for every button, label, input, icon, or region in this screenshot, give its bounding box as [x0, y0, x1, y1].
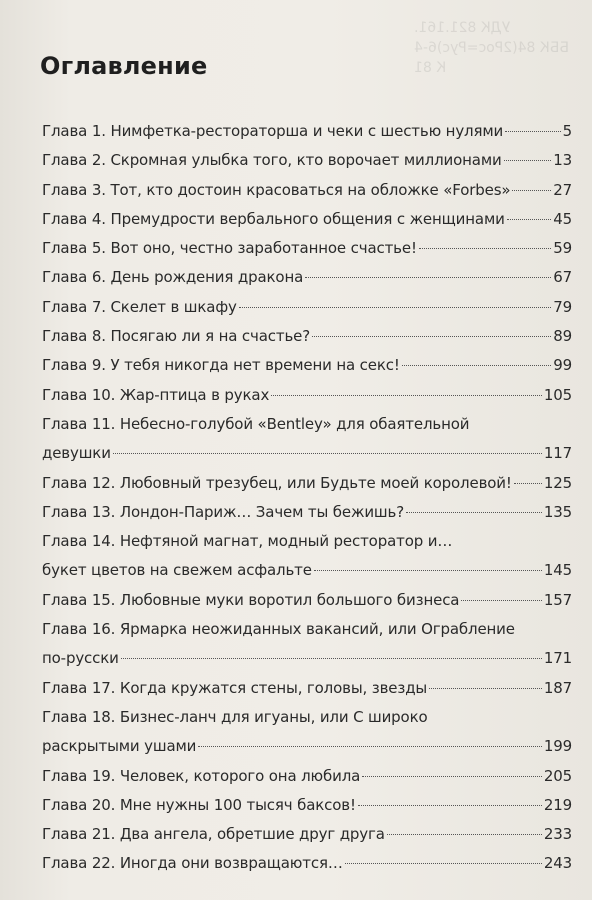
toc-entry — [42, 615, 572, 674]
bleed-through-line: УДК 821.161. — [414, 20, 511, 36]
chapter-title: Глава 12. Любовный трезубец, или Будьте моей королевой! — [42, 473, 512, 492]
chapter-title: Глава 7. Скелет в шкафу — [42, 297, 237, 316]
dot-leader — [239, 307, 551, 308]
toc-entry-line-last — [42, 205, 572, 234]
chapter-title: Глава 16. Ярмарка неожиданных вакансий, или Ограбление — [42, 620, 515, 639]
toc-entry-line-last — [42, 381, 572, 410]
chapter-title: Глава 6. День рождения дракона — [42, 268, 304, 287]
chapter-title: Глава 15. Любовные муки воротил большого бизнеса — [42, 590, 460, 609]
dot-leader — [198, 746, 542, 747]
chapter-title: Глава 18. Бизнес-ланч для игуаны, или С широко — [42, 707, 428, 726]
dot-leader — [312, 336, 551, 337]
toc-entry — [42, 674, 572, 703]
toc-entry-line-last — [42, 176, 572, 205]
toc-entry-line — [42, 410, 572, 439]
chapter-title: раскрытыми ушами — [42, 737, 197, 756]
toc-entry-line-last — [42, 263, 572, 292]
page-number: 219 — [543, 795, 572, 814]
page-title: Оглавление — [40, 52, 208, 80]
page-number: 171 — [543, 649, 572, 668]
toc-entry — [42, 849, 572, 878]
dot-leader — [402, 365, 552, 366]
toc-entry — [42, 263, 572, 292]
chapter-title: Глава 1. Нимфетка-рестораторша и чеки с шестью нулями — [42, 122, 504, 140]
chapter-title: Глава 3. Тот, кто достоин красоваться на обложке «Forbes» — [42, 180, 511, 199]
toc-entry — [42, 381, 572, 410]
toc-entry-line-last — [42, 351, 572, 380]
toc-entry — [42, 469, 572, 498]
page-number: 145 — [543, 561, 572, 580]
dot-leader — [387, 834, 542, 835]
page-number: 79 — [553, 297, 572, 316]
dot-leader — [362, 776, 542, 777]
table-of-contents — [42, 117, 572, 879]
page-number: 125 — [543, 473, 572, 492]
page-number: 117 — [543, 444, 572, 463]
page-number: 27 — [553, 180, 572, 199]
chapter-title: Глава 14. Нефтяной магнат, модный ресторатор и… — [42, 532, 453, 551]
chapter-title: Глава 11. Небесно-голубой «Bentley» для обаятельной — [42, 414, 470, 433]
dot-leader — [113, 453, 542, 454]
bleed-through-line: ББК 84(2Рос=Рус)6-4 — [414, 40, 569, 56]
toc-entry — [42, 322, 572, 351]
chapter-title: Глава 2. Скромная улыбка того, кто ворочает миллионами — [42, 151, 502, 170]
page-number: 233 — [543, 825, 572, 844]
chapter-title: букет цветов на свежем асфальте — [42, 561, 312, 580]
chapter-title: Глава 21. Два ангела, обретшие друг друга — [42, 825, 385, 844]
toc-entry-line-last — [42, 586, 572, 615]
toc-entry-line — [42, 527, 572, 556]
toc-entry-line — [42, 615, 572, 644]
page-number: 99 — [553, 356, 572, 375]
toc-entry — [42, 293, 572, 322]
page-number: 243 — [543, 854, 572, 873]
toc-entry-line-last — [42, 498, 572, 527]
dot-leader — [406, 512, 542, 513]
toc-entry — [42, 234, 572, 263]
toc-entry-line-last — [42, 556, 572, 585]
chapter-title: Глава 5. Вот оно, честно заработанное счастье! — [42, 239, 417, 258]
chapter-title: Глава 9. У тебя никогда нет времени на секс! — [42, 356, 400, 375]
page-number: 5 — [562, 122, 572, 140]
dot-leader — [429, 688, 542, 689]
dot-leader — [504, 160, 552, 161]
toc-entry — [42, 791, 572, 820]
toc-entry-line-last — [42, 234, 572, 263]
toc-entry — [42, 703, 572, 762]
toc-entry-line-last — [42, 146, 572, 175]
dot-leader — [358, 805, 542, 806]
chapter-title: Глава 4. Премудрости вербального общения с женщинами — [42, 209, 505, 228]
dot-leader — [345, 863, 542, 864]
page-number: 135 — [543, 502, 572, 521]
dot-leader — [314, 570, 542, 571]
toc-entry — [42, 176, 572, 205]
page-number: 157 — [543, 590, 572, 609]
toc-entry-line-last — [42, 732, 572, 761]
toc-entry-line-last — [42, 674, 572, 703]
toc-entry — [42, 410, 572, 469]
bleed-through-line: К 81 — [414, 60, 447, 76]
dot-leader — [461, 600, 541, 601]
toc-entry-line-last — [42, 322, 572, 351]
toc-entry-line-last — [42, 469, 572, 498]
page-number: 89 — [553, 327, 572, 346]
page-number: 13 — [553, 151, 572, 170]
toc-entry — [42, 117, 572, 146]
chapter-title: Глава 10. Жар-птица в руках — [42, 385, 270, 404]
toc-entry — [42, 146, 572, 175]
dot-leader — [121, 658, 542, 659]
chapter-title: Глава 19. Человек, которого она любила — [42, 766, 361, 785]
page-number: 199 — [543, 737, 572, 756]
bleed-through-text — [414, 18, 574, 78]
dot-leader — [419, 248, 551, 249]
chapter-title: девушки — [42, 444, 111, 463]
dot-leader — [271, 395, 542, 396]
toc-entry-line-last — [42, 117, 572, 146]
dot-leader — [512, 190, 551, 191]
chapter-title: Глава 20. Мне нужны 100 тысяч баксов! — [42, 795, 356, 814]
chapter-title: Глава 17. Когда кружатся стены, головы, звезды — [42, 678, 428, 697]
dot-leader — [507, 219, 551, 220]
chapter-title: Глава 8. Посягаю ли я на счастье? — [42, 327, 311, 346]
toc-entry — [42, 820, 572, 849]
page-number: 59 — [553, 239, 572, 258]
chapter-title: Глава 13. Лондон-Париж… Зачем ты бежишь? — [42, 502, 405, 521]
page-number: 205 — [543, 766, 572, 785]
toc-entry-line-last — [42, 762, 572, 791]
page-number: 187 — [543, 678, 572, 697]
toc-entry — [42, 498, 572, 527]
dot-leader — [514, 483, 542, 484]
toc-entry — [42, 586, 572, 615]
toc-entry — [42, 762, 572, 791]
toc-entry-line-last — [42, 293, 572, 322]
toc-entry-line-last — [42, 644, 572, 673]
dot-leader — [505, 131, 560, 132]
toc-entry — [42, 205, 572, 234]
toc-entry — [42, 351, 572, 380]
toc-entry-line-last — [42, 791, 572, 820]
page-number: 67 — [553, 268, 572, 287]
toc-entry-line — [42, 703, 572, 732]
chapter-title: по-русски — [42, 649, 119, 668]
toc-entry-line-last — [42, 820, 572, 849]
page-number: 105 — [543, 385, 572, 404]
dot-leader — [305, 277, 551, 278]
page-number: 45 — [553, 209, 572, 228]
toc-entry-line-last — [42, 439, 572, 468]
toc-entry-line-last — [42, 849, 572, 878]
chapter-title: Глава 22. Иногда они возвращаются… — [42, 854, 343, 873]
toc-entry — [42, 527, 572, 586]
